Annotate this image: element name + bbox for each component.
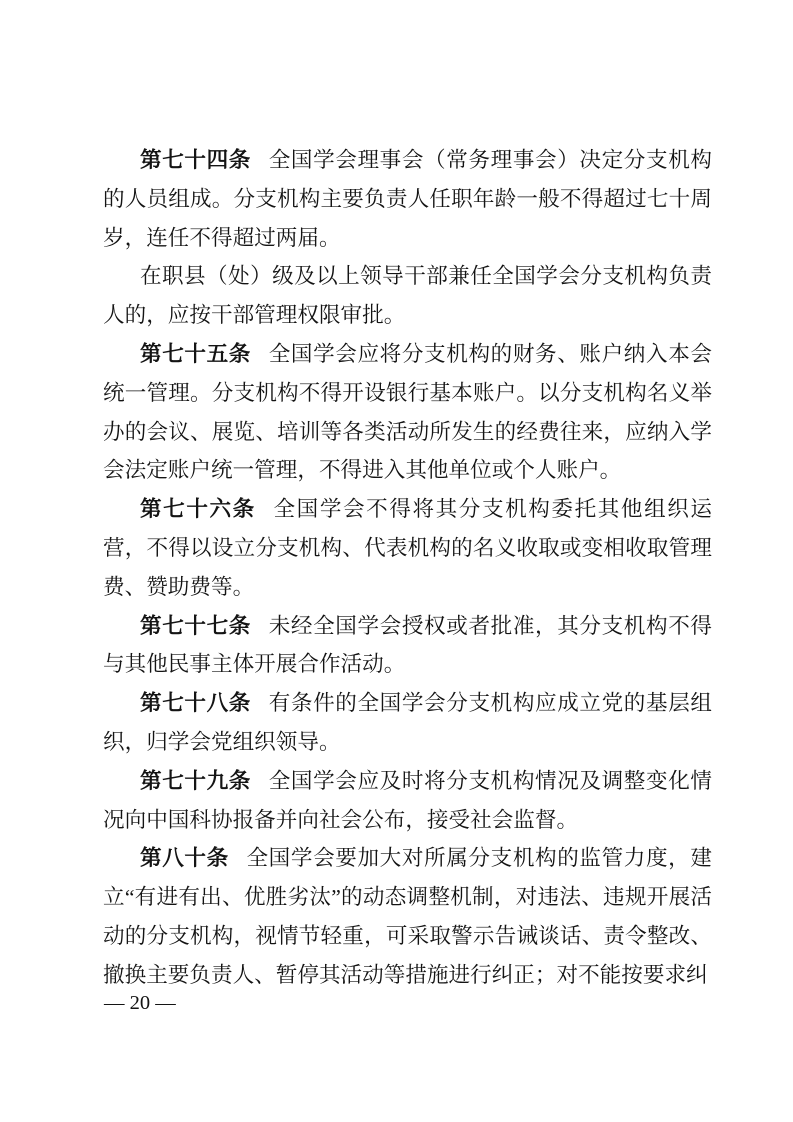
article-80-text: 全国学会要加大对所属分支机构的监管力度，建立“有进有出、优胜劣汰”的动态调整机制，对违法、违规开展活动的分支机构，视情节轻重，可采取警示告诫谈话、责令整改、撤换主要负责人、暂停其活动等措施进行纠正；对不能按要求纠: [103, 846, 712, 987]
paragraph-article-76: [103, 490, 712, 606]
paragraph-article-80: [103, 839, 712, 994]
article-76-number: 第七十六条: [140, 497, 256, 522]
article-78-text: 有条件的全国学会分支机构应成立党的基层组织，归学会党组织领导。: [103, 691, 712, 754]
paragraph-article-75: [103, 335, 712, 490]
paragraph-article-77: [103, 607, 712, 685]
article-79-number: 第七十九条: [140, 768, 251, 793]
paragraph-article-78: [103, 684, 712, 762]
page-number: — 20 —: [104, 992, 176, 1014]
article-76-text: 全国学会不得将其分支机构委托其他组织运营，不得以设立分支机构、代表机构的名义收取或变相收取管理费、赞助费等。: [103, 497, 712, 599]
document-body: [103, 141, 712, 995]
article-77-text: 未经全国学会授权或者批准，其分支机构不得与其他民事主体开展合作活动。: [103, 613, 712, 677]
article-75-text: 全国学会应将分支机构的财务、账户纳入本会统一管理。分支机构不得开设银行基本账户。以分支机构名义举办的会议、展览、培训等各类活动所发生的经费往来，应纳入学会法定账户统一管理，不得进入其他单位或个人账户。: [103, 341, 712, 483]
article-78-number: 第七十八条: [140, 691, 251, 716]
paragraph-article-74-continued: [103, 257, 712, 335]
article-77-number: 第七十七条: [140, 613, 251, 638]
paragraph-article-74: [103, 141, 712, 257]
paragraph-article-79: [103, 762, 712, 840]
article-80-number: 第八十条: [140, 846, 229, 871]
article-74-text: 全国学会理事会（常务理事会）决定分支机构的人员组成。分支机构主要负责人任职年龄一般不得超过七十周岁，连任不得超过两届。: [103, 148, 712, 250]
article-75-number: 第七十五条: [140, 341, 251, 366]
article-79-text: 全国学会应及时将分支机构情况及调整变化情况向中国科协报备并向社会公布，接受社会监督。: [103, 768, 712, 832]
article-74b-text: 在职县（处）级及以上领导干部兼任全国学会分支机构负责人的，应按干部管理权限审批。: [103, 264, 712, 328]
article-74-number: 第七十四条: [140, 148, 251, 172]
page-footer: [104, 991, 176, 1015]
